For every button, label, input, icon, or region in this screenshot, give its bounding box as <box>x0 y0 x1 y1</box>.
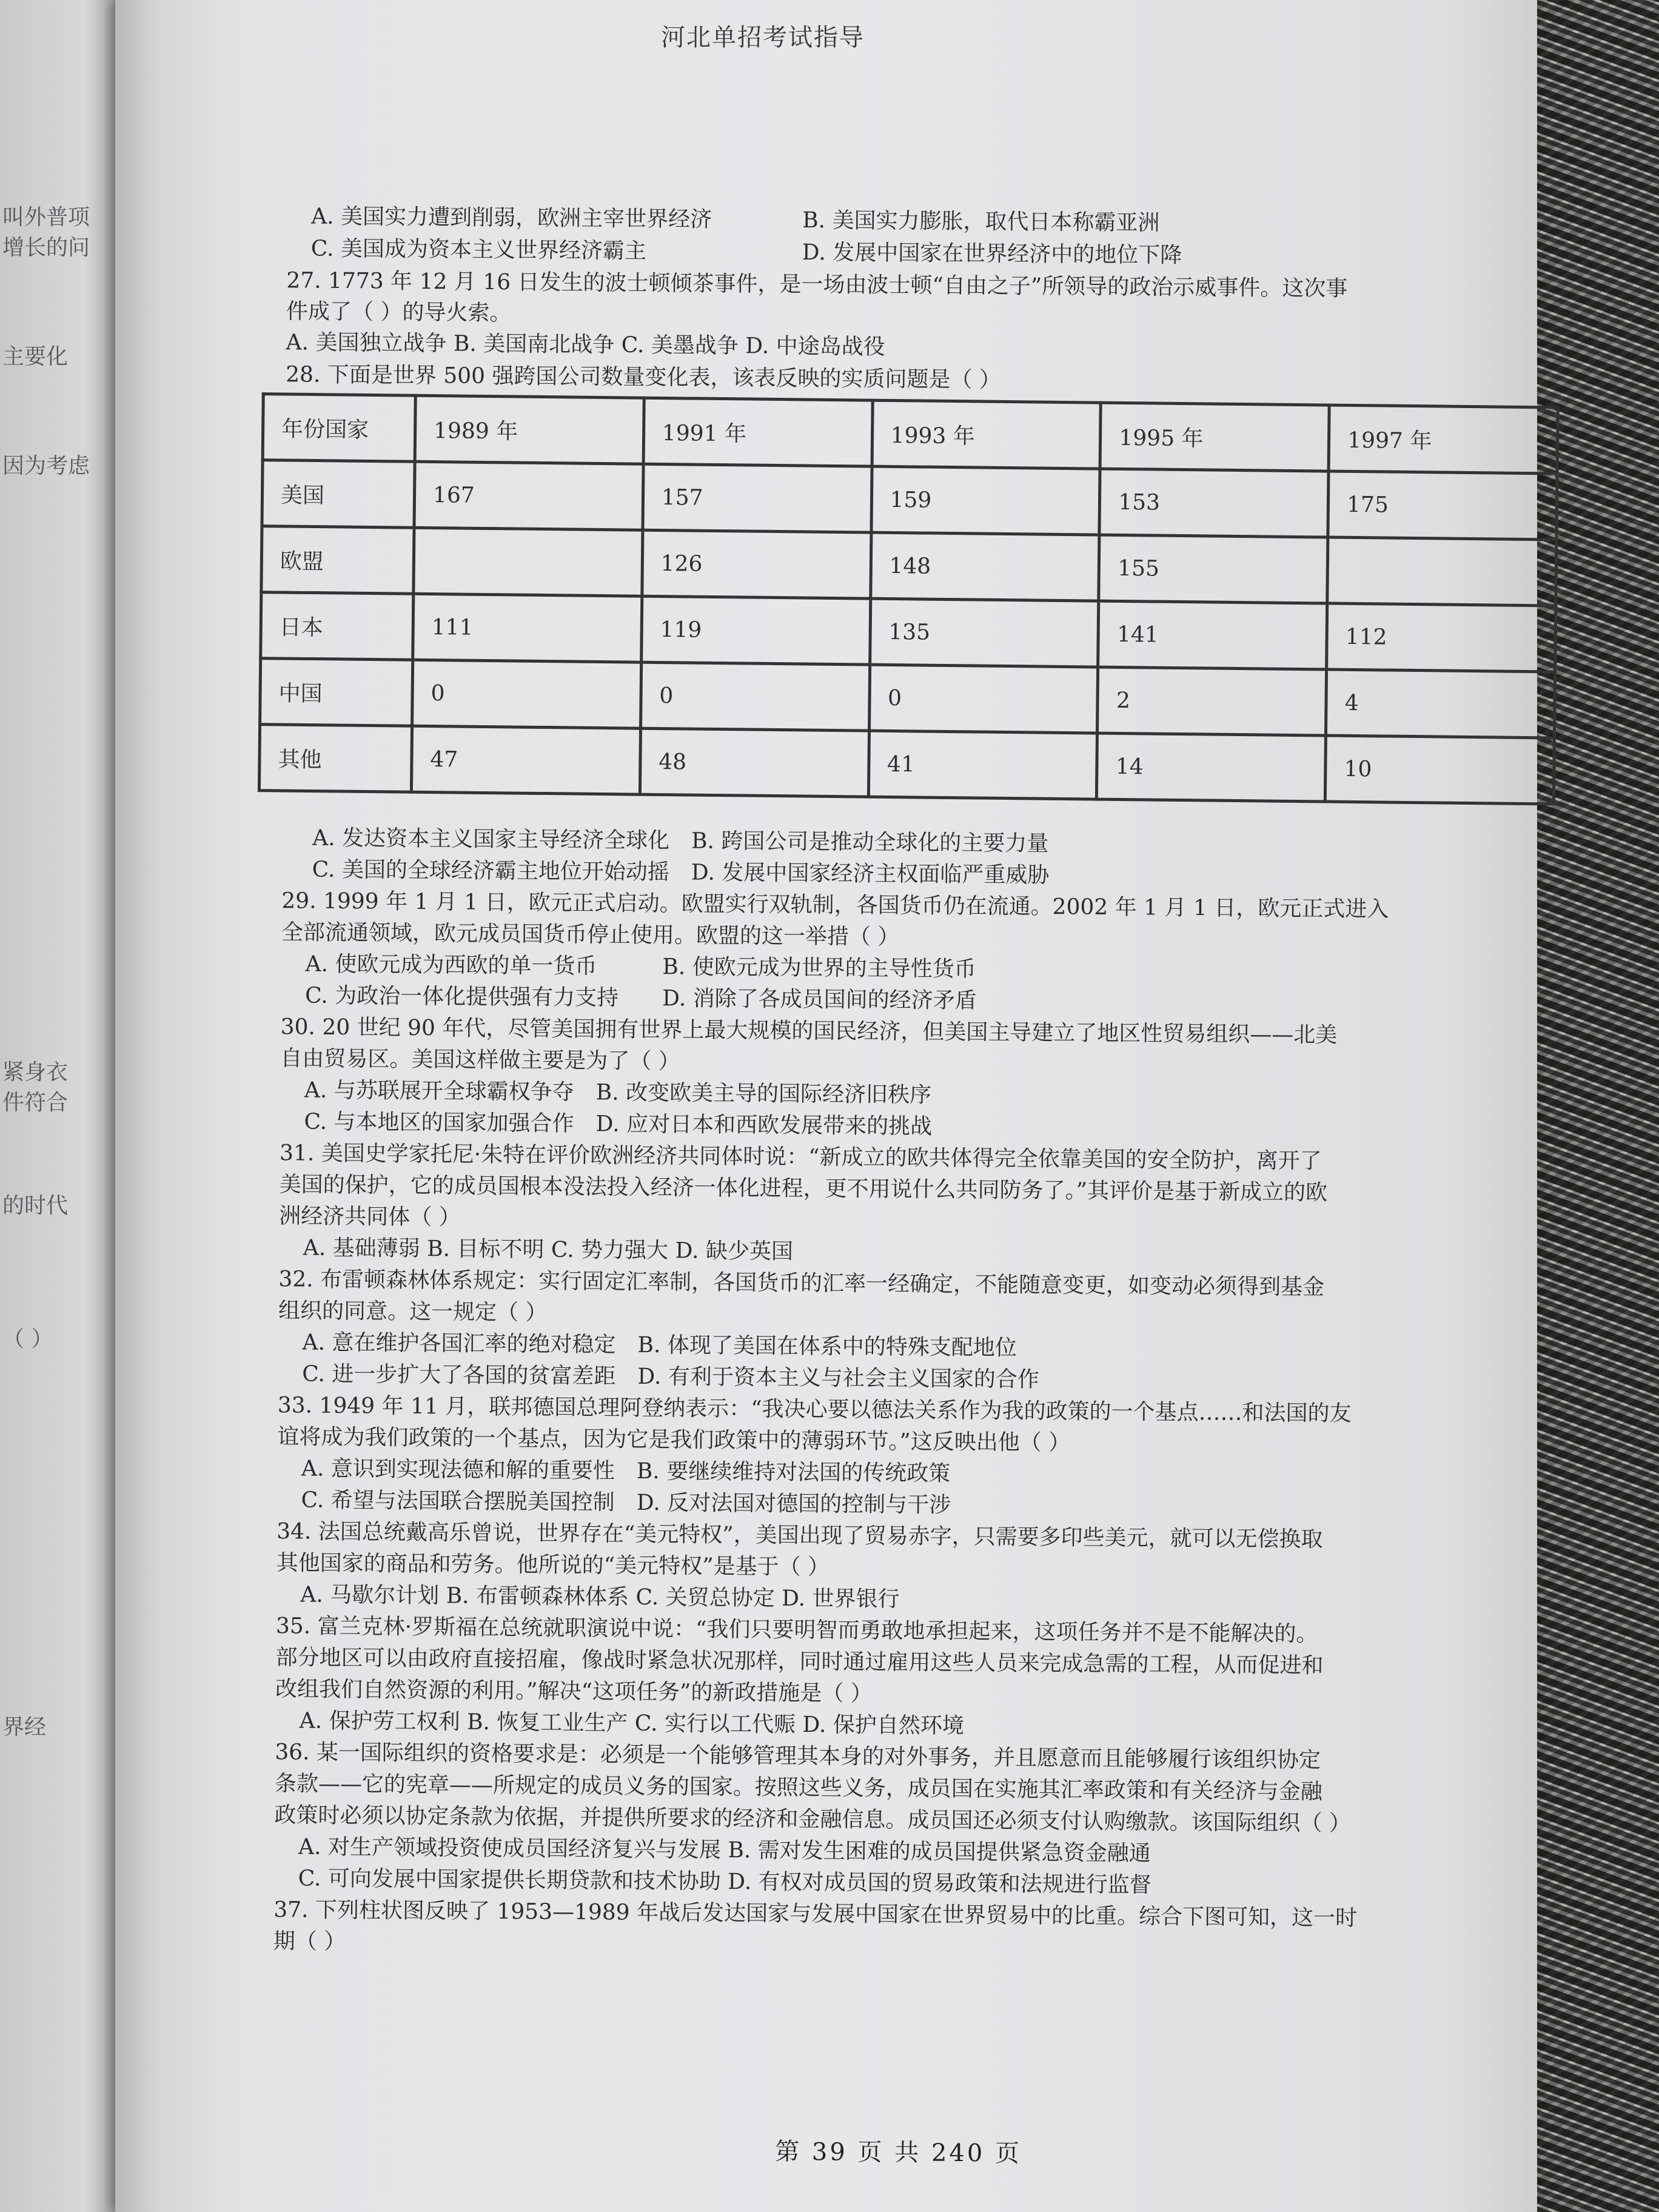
table-cell: 153 <box>1099 469 1329 537</box>
table-cell <box>414 528 643 596</box>
facing-page-text: 紧身衣 <box>2 1060 69 1085</box>
option-line: D. 发展中国家在世界经济中的地位下降 <box>802 240 1182 268</box>
table-cell: 135 <box>870 598 1099 667</box>
question-line: 31. 美国史学家托尼·朱特在评价欧洲经济共同体时说：“新成立的欧共体得完全依靠美国的安全防护，离开了 <box>279 1141 1322 1174</box>
option-line: C. 与本地区的国家加强合作 D. 应对日本和西欧发展带来的挑战 <box>304 1109 933 1139</box>
option-line: A. 意识到实现法德和解的重要性 B. 要继续维持对法国的传统政策 <box>301 1456 951 1486</box>
question-line: 美国的保护，它的成员国根本没法投入经济一体化进程，更不用说什么共同防务了。”其评价是基于新成立的欧 <box>279 1172 1328 1205</box>
question-line: 36. 某一国际组织的资格要求是：必须是一个能够管理其本身的对外事务，并且愿意而且能够履行该组织协定 <box>275 1740 1321 1773</box>
facing-page <box>0 0 121 2212</box>
question-line: 组织的同意。这一规定（ ） <box>278 1298 548 1326</box>
table-cell: 112 <box>1327 603 1556 672</box>
question-line: 件成了（ ）的导火索。 <box>286 299 512 326</box>
table-cell: 175 <box>1328 471 1557 540</box>
option-line: C. 进一步扩大了各国的贫富差距 D. 有利于资本主义与社会主义国家的合作 <box>302 1361 1039 1393</box>
facing-page-text: 因为考虑 <box>2 454 90 478</box>
option-line: C. 为政治一体化提供强有力支持 D. 消除了各成员国间的经济矛盾 <box>304 983 977 1014</box>
facing-page-text: 的时代 <box>2 1193 69 1218</box>
option-line: A. 发达资本主义国家主导经济全球化 B. 跨国公司是推动全球化的主要力量 <box>312 825 1049 857</box>
table-cell: 年份国家 <box>263 394 415 462</box>
option-line: C. 美国成为资本主义世界经济霸主 <box>310 236 647 264</box>
table-cell <box>1327 537 1557 606</box>
table-cell: 47 <box>411 726 640 794</box>
question-line: 部分地区可以由政府直接招雇，像战时紧急状况那样，同时通过雇用这些人员来完成急需的工程，从而促进和 <box>275 1645 1324 1678</box>
q28-data-table <box>258 392 1560 805</box>
facing-page-text: 主要化 <box>2 344 69 369</box>
option-line: A. 美国独立战争 B. 美国南北战争 C. 美墨战争 D. 中途岛战役 <box>286 330 885 360</box>
question-line: 28. 下面是世界 500 强跨国公司数量变化表，该表反映的实质问题是（ ） <box>286 362 1002 393</box>
facing-page-text: 件符合 <box>2 1090 69 1115</box>
table-cell: 1995 年 <box>1100 403 1329 471</box>
table-cell: 其他 <box>259 725 412 793</box>
table-cell: 141 <box>1098 601 1327 669</box>
question-line: 期（ ） <box>273 1929 346 1955</box>
question-line: 33. 1949 年 11 月，联邦德国总理阿登纳表示：“我决心要以德法关系作为我的政策的一个基点……和法国的友 <box>277 1393 1352 1427</box>
table-cell: 119 <box>641 596 870 665</box>
table-cell: 1997 年 <box>1329 405 1558 474</box>
option-line: C. 希望与法国联合摆脱美国控制 D. 反对法国对德国的控制与干涉 <box>301 1487 951 1518</box>
question-line: 改组我们自然资源的利用。”解决“这项任务”的新政措施是（ ） <box>275 1677 873 1706</box>
table-cell: 4 <box>1326 669 1555 738</box>
question-line: 条款——它的宪章——所规定的成员义务的国家。按照这些义务，成员国在实施其汇率政策和有关经济与金融 <box>274 1771 1323 1805</box>
option-line: A. 美国实力遭到削弱，欧洲主宰世界经济 <box>311 204 712 232</box>
table-cell: 159 <box>871 466 1101 535</box>
table-cell: 48 <box>640 728 869 797</box>
table-cell: 10 <box>1326 736 1555 804</box>
page-number: 第 39 页 共 240 页 <box>774 2137 1022 2168</box>
question-line: 政策时必须以协定条款为依据，并提供所要求的经济和金融信息。成员国还必须支付认购缴款。该国际组织（ ） <box>274 1803 1352 1837</box>
table-cell: 14 <box>1097 733 1326 802</box>
question-line: 34. 法国总统戴高乐曾说，世界存在“美元特权”，美国出现了贸易赤字，只需要多印些美元，就可以无偿换取 <box>276 1519 1323 1552</box>
question-line: 32. 布雷顿森林体系规定：实行固定汇率制，各国货币的汇率一经确定，不能随意变更，如变动必须得到基金 <box>278 1267 1325 1300</box>
option-line: A. 基础薄弱 B. 目标不明 C. 势力强大 D. 缺少英国 <box>303 1235 794 1264</box>
facing-page-text: （ ） <box>2 1327 53 1352</box>
option-line: A. 马歇尔计划 B. 布雷顿森林体系 C. 关贸总协定 D. 世界银行 <box>300 1582 900 1612</box>
option-line: A. 意在维护各国汇率的绝对稳定 B. 体现了美国在体系中的特殊支配地位 <box>302 1330 1017 1361</box>
table-cell: 1989 年 <box>415 395 644 464</box>
option-line: A. 对生产领域投资使成员国经济复兴与发展 B. 需对发生困难的成员国提供紧急资金融通 <box>298 1834 1151 1866</box>
facing-page-text: 增长的问 <box>2 235 90 260</box>
option-line: A. 保护劳工权利 B. 恢复工业生产 C. 实行以工代赈 D. 保护自然环境 <box>299 1708 965 1739</box>
table-cell: 美国 <box>262 460 415 528</box>
option-line: B. 美国实力膨胀，取代日本称霸亚洲 <box>802 207 1160 236</box>
facing-page-text: 叫外普项 <box>2 205 90 230</box>
table-cell: 2 <box>1098 667 1327 736</box>
table-cell: 167 <box>414 461 643 530</box>
table-cell: 1991 年 <box>643 398 873 466</box>
question-line: 其他国家的商品和劳务。他所说的“美元特权”是基于（ ） <box>276 1550 830 1580</box>
table-cell: 1993 年 <box>872 400 1101 469</box>
carpet-background <box>1528 0 1659 2212</box>
table-cell: 126 <box>642 530 871 598</box>
page-content <box>270 79 1483 2168</box>
option-line: A. 与苏联展开全球霸权争夺 B. 改变欧美主导的国际经济旧秩序 <box>304 1078 932 1108</box>
table-cell: 0 <box>640 662 870 731</box>
question-line: 35. 富兰克林·罗斯福在总统就职演说中说：“我们只要明智而勇敢地承担起来，这项任务并不是不能解决的。 <box>275 1614 1318 1647</box>
option-line: A. 使欧元成为西欧的单一货币 B. 使欧元成为世界的主导性货币 <box>305 951 976 982</box>
table-cell: 41 <box>868 731 1098 799</box>
table-cell: 欧盟 <box>261 526 414 594</box>
question-line: 30. 20 世纪 90 年代，尽管美国拥有世界上最大规模的国民经济，但美国主导建立了地区性贸易组织——北美 <box>280 1014 1338 1048</box>
question-line: 洲经济共同体（ ） <box>279 1204 461 1230</box>
table-cell: 111 <box>413 594 642 662</box>
facing-page-text: 界经 <box>2 1715 47 1740</box>
page-header: 河北单招考试指导 <box>661 24 865 52</box>
table-cell: 中国 <box>260 659 413 726</box>
question-line: 自由贸易区。美国这样做主要是为了（ ） <box>280 1046 680 1074</box>
table-cell: 155 <box>1099 535 1328 603</box>
question-line: 谊将成为我们政策的一个基点，因为它是我们政策中的薄弱环节。”这反映出他（ ） <box>277 1424 1071 1456</box>
table-cell: 0 <box>412 660 642 728</box>
question-line: 全部流通领域，欧元成员国货币停止使用。欧盟的这一举措（ ） <box>281 920 900 950</box>
table-row <box>259 725 1554 804</box>
table-cell: 148 <box>870 532 1099 601</box>
option-line: C. 可向发展中国家提供长期贷款和技术协助 D. 有权对成员国的贸易政策和法规进行监督 <box>298 1866 1151 1898</box>
question-line: 27. 1773 年 12 月 16 日发生的波士顿倾茶事件，是一场由波士顿“自由之子”所领导的政治示威事件。这次事 <box>286 268 1348 301</box>
option-line: C. 美国的全球经济霸主地位开始动摇 D. 发展中国家经济主权面临严重威胁 <box>312 857 1050 888</box>
table-cell: 0 <box>869 665 1098 733</box>
table-cell: 157 <box>643 464 872 532</box>
question-line: 29. 1999 年 1 月 1 日，欧元正式启动。欧盟实行双轨制，各国货币仍在流通。2002 年 1 月 1 日，欧元正式进入 <box>281 888 1389 922</box>
question-line: 37. 下列柱状图反映了 1953—1989 年战后发达国家与发展中国家在世界贸易中的比重。综合下图可知，这一时 <box>273 1897 1358 1931</box>
document-page <box>115 0 1537 2212</box>
table-cell: 日本 <box>261 592 414 660</box>
